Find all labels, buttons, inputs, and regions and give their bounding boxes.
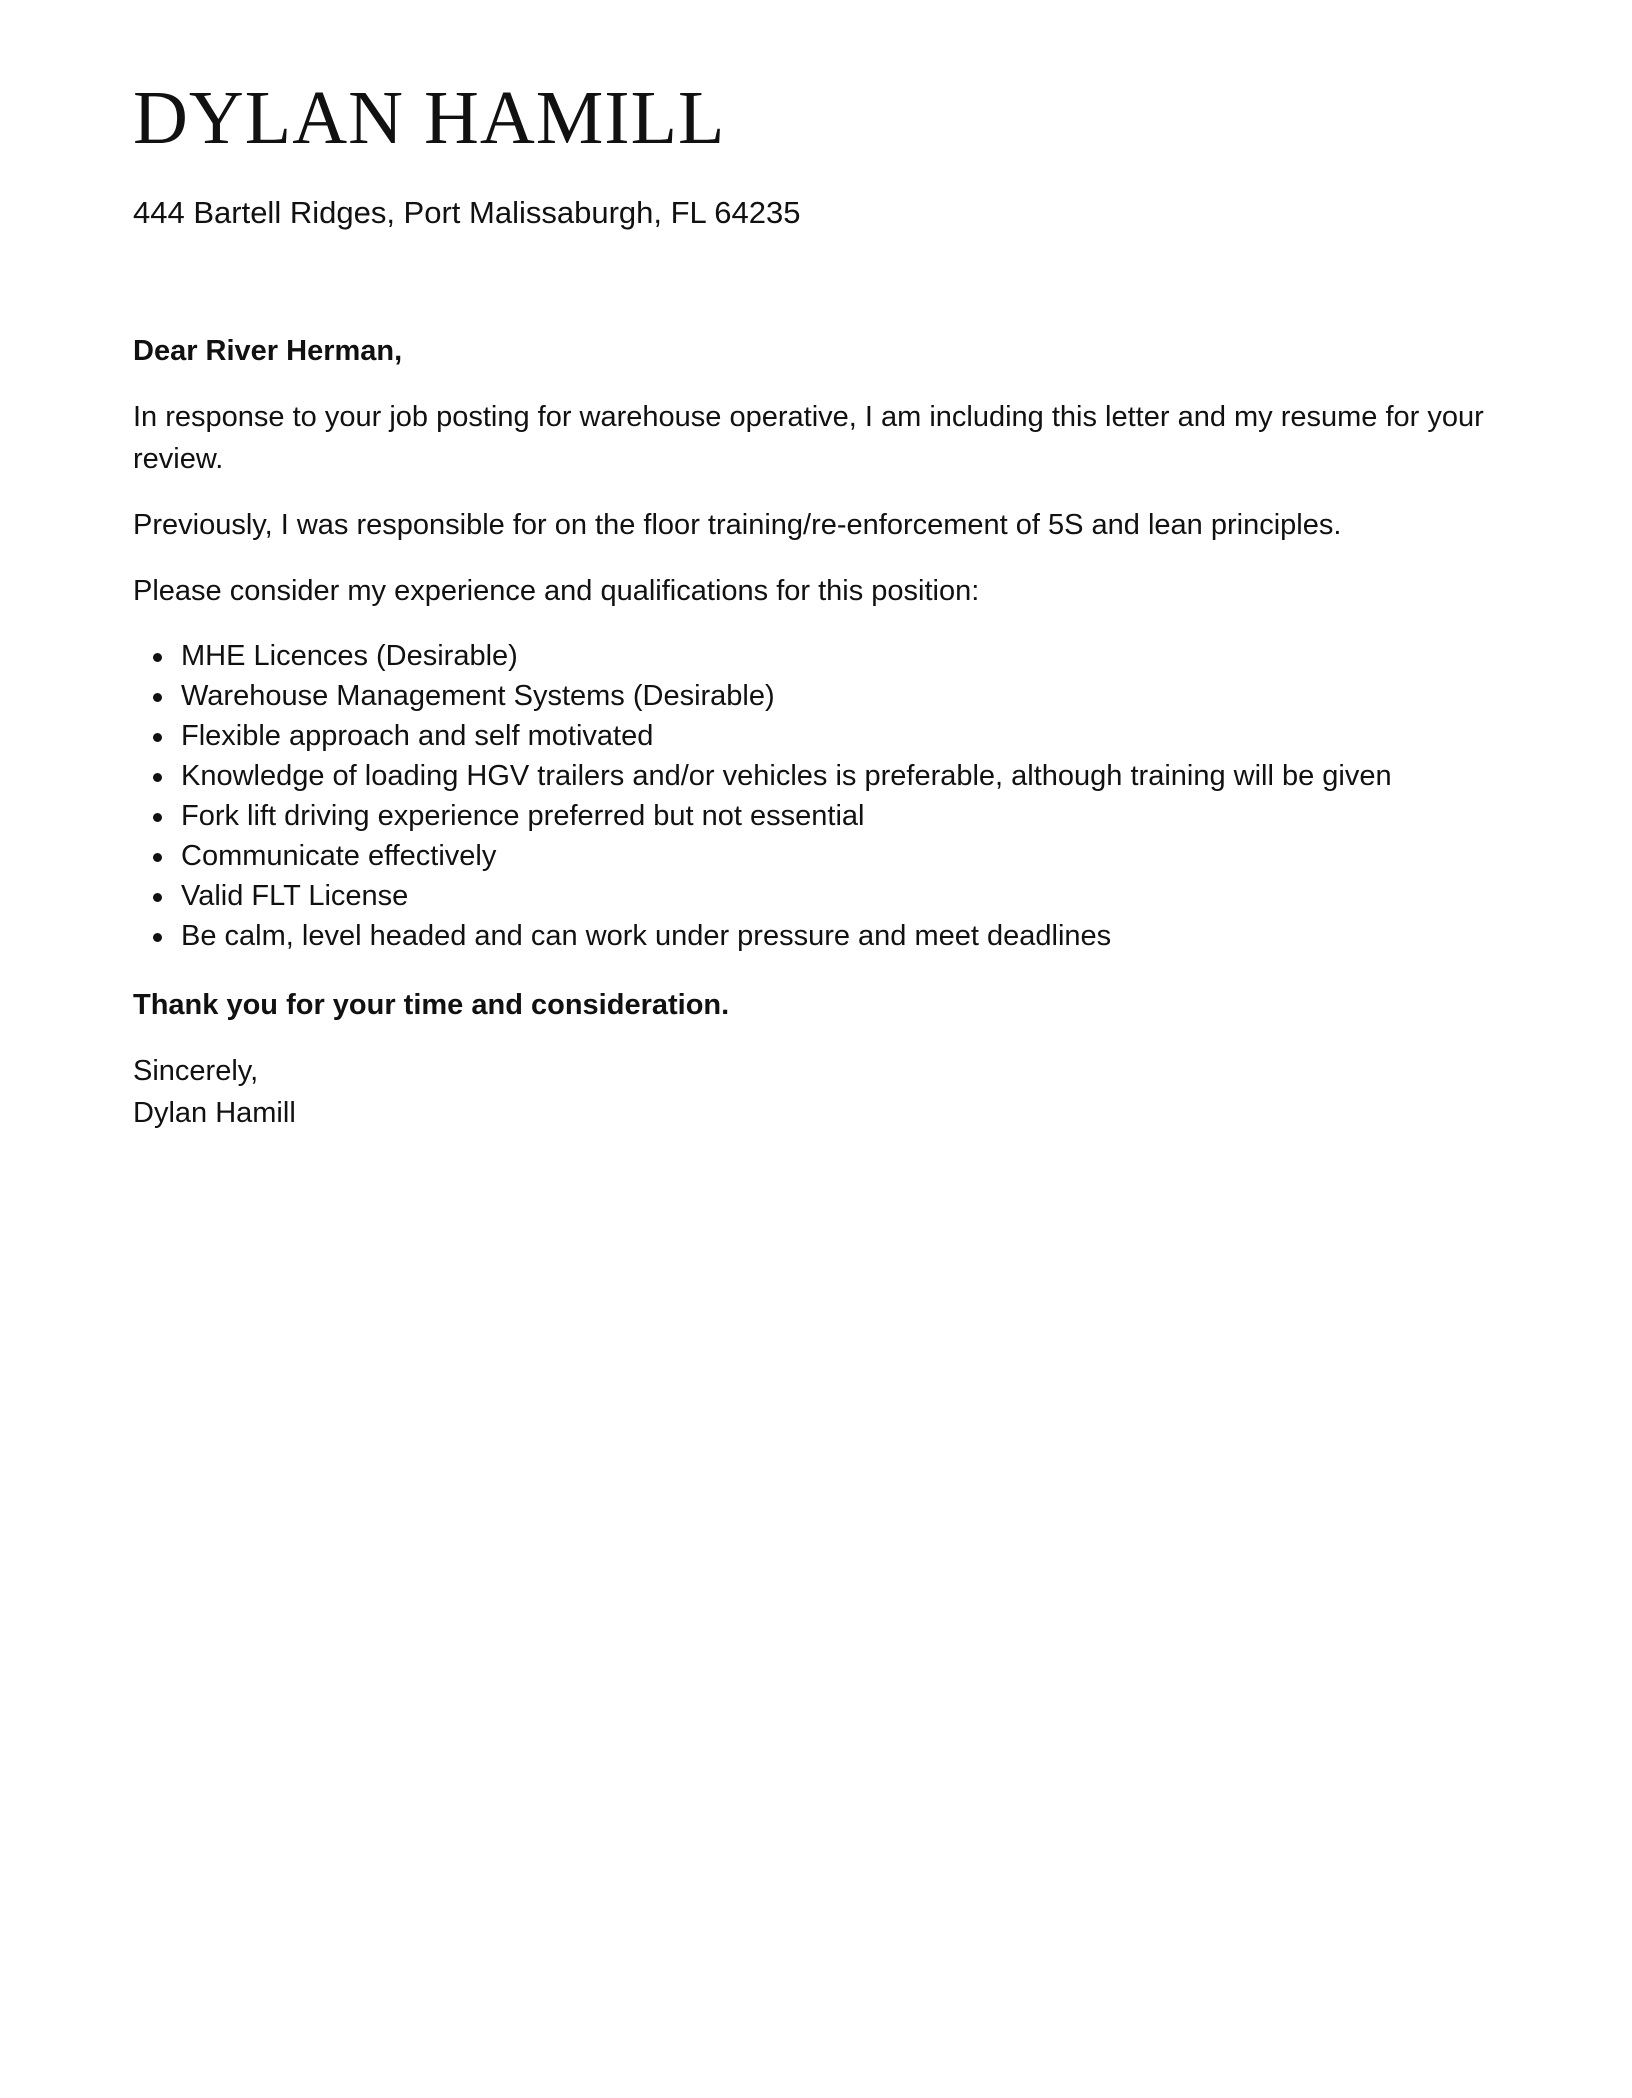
qualifications-intro: Please consider my experience and qualifications for this position: — [133, 575, 980, 607]
list-item: Fork lift driving experience preferred but not essential — [181, 796, 1499, 836]
applicant-address: 444 Bartell Ridges, Port Malissaburgh, FL 64235 — [133, 195, 801, 230]
list-item: Warehouse Management Systems (Desirable) — [181, 676, 1499, 716]
list-item: Knowledge of loading HGV trailers and/or vehicles is preferable, although training will be given — [181, 756, 1499, 796]
closing-block — [133, 1050, 1499, 1134]
intro-paragraph: In response to your job posting for warehouse operative, I am including this letter and my resume for your review. — [133, 401, 1484, 475]
letter-body — [133, 330, 1499, 1158]
list-item: Valid FLT License — [181, 876, 1499, 916]
closing-word: Sincerely, — [133, 1055, 259, 1087]
experience-paragraph: Previously, I was responsible for on the floor training/re-enforcement of 5S and lean principles. — [133, 509, 1342, 541]
thank-you-line: Thank you for your time and consideration. — [133, 989, 730, 1021]
qualifications-list — [133, 636, 1499, 956]
salutation: Dear River Herman, — [133, 335, 403, 367]
list-item: Be calm, level headed and can work under pressure and meet deadlines — [181, 916, 1499, 956]
signature-name: Dylan Hamill — [133, 1097, 296, 1129]
list-item: Communicate effectively — [181, 836, 1499, 876]
list-item: Flexible approach and self motivated — [181, 716, 1499, 756]
list-item: MHE Licences (Desirable) — [181, 636, 1499, 676]
applicant-name: DYLAN HAMILL — [133, 76, 726, 160]
